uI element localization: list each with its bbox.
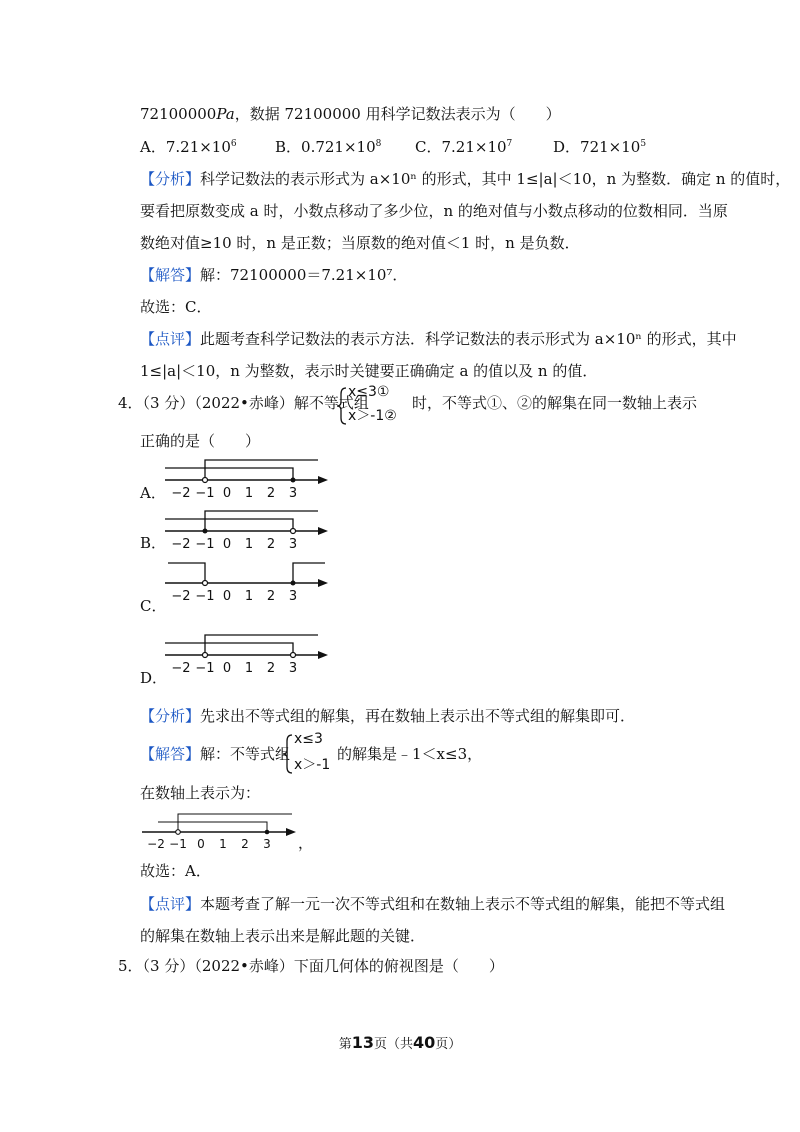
tick-label: 3	[288, 661, 298, 676]
analysis-tag: 【分析】	[140, 707, 201, 725]
q4-stem-line2: 正确的是（ ）	[140, 432, 261, 450]
q3-analysis-line2: 要看把原数变成 a 时，小数点移动了多少位，n 的绝对值与小数点移动的位数相同．当原	[140, 202, 728, 220]
q4-answer-numberline	[140, 808, 315, 853]
tick-label: 2	[266, 486, 276, 501]
q3-stem: 72100000Pa，数据 72100000 用科学记数法表示为（ ）	[140, 105, 561, 123]
q4-system-line2: x＞-1②	[348, 408, 397, 424]
tick-label: −2	[147, 837, 165, 851]
page-footer: 第13页（共40页）	[338, 1033, 462, 1052]
page-number: 13	[351, 1033, 374, 1052]
tick-label: 3	[288, 486, 298, 501]
brace-icon	[336, 386, 348, 426]
tick-label: 0	[222, 589, 232, 604]
comment-tag: 【点评】	[140, 895, 201, 913]
tick-label: 0	[222, 486, 232, 501]
q4-option-a-numberline[interactable]	[160, 452, 335, 502]
q3-option-a[interactable]: A．$7.21\times 10^6$	[140, 138, 237, 156]
comment-tag: 【点评】	[140, 330, 201, 348]
tick-label: −1	[195, 537, 215, 552]
tick-label: −1	[169, 837, 187, 851]
q3-choice: 故选：C．	[140, 298, 212, 316]
q4-option-a-label[interactable]: A．	[140, 484, 166, 502]
tick-label: −2	[171, 589, 191, 604]
tick-label: 2	[266, 537, 276, 552]
q4-system-line1: x≤3①	[348, 384, 390, 400]
q4-option-b-label[interactable]: B．	[140, 534, 167, 552]
tick-label: −2	[171, 661, 191, 676]
tick-label: −2	[171, 486, 191, 501]
tick-label: 1	[244, 661, 254, 676]
q4-option-c-label[interactable]: C．	[140, 597, 167, 615]
tick-label: 2	[241, 837, 249, 851]
q4-comment-line2: 的解集在数轴上表示出来是解此题的关键．	[140, 927, 426, 945]
q4-comma: ，	[298, 834, 314, 852]
q4-option-b-numberline[interactable]	[160, 503, 335, 553]
q4-stem-tail: 时，不等式①、②的解集在同一数轴上表示	[412, 394, 698, 412]
answer-tag: 【解答】	[140, 266, 201, 284]
tick-label: 0	[197, 837, 205, 851]
tick-label: 1	[244, 589, 254, 604]
tick-label: 3	[263, 837, 271, 851]
q5-stem: 5．（3 分）（2022•赤峰）下面几何体的俯视图是（ ）	[118, 957, 504, 975]
tick-label: 0	[222, 537, 232, 552]
tick-label: −1	[195, 486, 215, 501]
q4-option-c-numberline[interactable]	[160, 555, 335, 605]
tick-label: 3	[288, 537, 298, 552]
q3-comment-line2: 1≤|a|＜10，n 为整数，表示时关键要正确确定 a 的值以及 n 的值．	[140, 362, 598, 380]
q4-answer-system-line2: x＞-1	[294, 757, 331, 773]
q4-answer-system-line1: x≤3	[294, 731, 323, 747]
q4-comment-line1: 【点评】本题考查了解一元一次不等式组和在数轴上表示不等式组的解集，能把不等式组	[140, 895, 726, 913]
q4-option-d-label[interactable]: D．	[140, 669, 168, 687]
q4-option-d-numberline[interactable]	[160, 627, 335, 677]
brace-icon	[282, 733, 294, 775]
q3-comment-line1: 【点评】此题考查科学记数法的表示方法．科学记数法的表示形式为 a×10ⁿ 的形式，其中	[140, 330, 737, 348]
tick-label: 1	[244, 486, 254, 501]
tick-label: 2	[266, 589, 276, 604]
q3-option-d[interactable]: D．$721\times 10^5$	[553, 138, 647, 156]
q4-answer-tail: 的解集是﹣1＜x≤3，	[337, 745, 483, 763]
q4-represent: 在数轴上表示为：	[140, 784, 261, 802]
tick-label: 1	[219, 837, 227, 851]
tick-label: 0	[222, 661, 232, 676]
tick-label: 2	[266, 661, 276, 676]
q4-choice: 故选：A．	[140, 862, 211, 880]
tick-label: −1	[195, 661, 215, 676]
q4-answer-head: 【解答】解：不等式组	[140, 745, 291, 763]
answer-tag: 【解答】	[140, 745, 201, 763]
q3-analysis-line1: 【分析】科学记数法的表示形式为 a×10ⁿ 的形式，其中 1≤|a|＜10，n 为整数．确定 n 的值时，	[140, 170, 791, 188]
q4-analysis: 【分析】先求出不等式组的解集，再在数轴上表示出不等式组的解集即可．	[140, 707, 636, 725]
tick-label: −1	[195, 589, 215, 604]
tick-label: 3	[288, 589, 298, 604]
q3-options	[140, 137, 646, 157]
analysis-tag: 【分析】	[140, 170, 201, 188]
tick-label: −2	[171, 537, 191, 552]
q3-answer: 【解答】解：72100000＝7.21×10⁷．	[140, 266, 408, 284]
q3-analysis-line3: 数绝对值≥10 时，n 是正数；当原数的绝对值＜1 时，n 是负数．	[140, 234, 580, 252]
tick-label: 1	[244, 537, 254, 552]
total-pages: 40	[413, 1033, 436, 1052]
q3-option-c[interactable]: C．$7.21\times 10^7$	[415, 138, 513, 156]
q3-option-b[interactable]: B．$0.721\times 10^8$	[275, 138, 382, 156]
q4-stem-head: 4．（3 分）（2022•赤峰）解不等式组	[118, 394, 369, 412]
